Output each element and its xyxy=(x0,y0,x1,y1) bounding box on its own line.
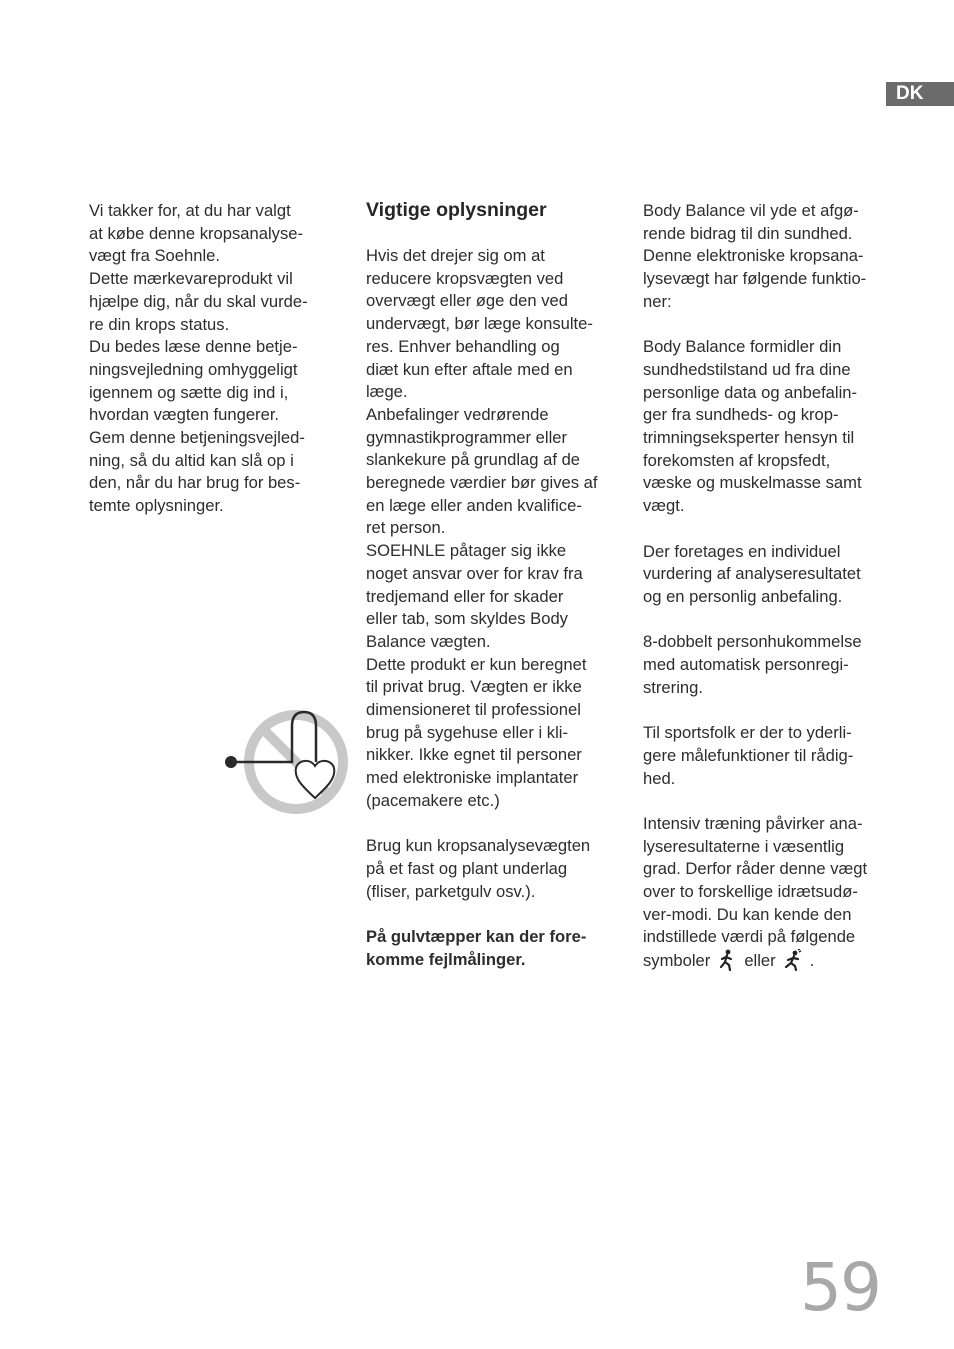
language-tab: DK xyxy=(886,82,954,106)
intro-column xyxy=(89,200,339,518)
feature-paragraph-2: Body Balance formidler din sundhedstilstand ud fra dine personlige data og anbefalin- ger fra sundheds- og krop- trimningseksperter hensyn til forekomsten af kropsfedt, væske og muskelmasse samt vægt. xyxy=(643,337,862,516)
feature-paragraph-6: Intensiv træning påvirker ana- lyseresultaterne i væsentlig grad. Derfor råder denne vægt over to forskellige idrætsudø- ver-modi. Du kan kende den indstillede værdi på følgende xyxy=(643,813,868,947)
feature-paragraph-3: Der foretages en individuel vurdering af analyseresultatet og en personlig anbefaling. xyxy=(643,541,861,606)
symbols-end: . xyxy=(809,951,815,971)
runner-intense-icon xyxy=(784,949,802,971)
symbols-line xyxy=(643,949,895,973)
page-number: 59 xyxy=(800,1249,880,1326)
feature-paragraph-5: Til sportsfolk er der to yderli- gere målefunktioner til rådig- hed. xyxy=(643,723,854,788)
important-info-column xyxy=(366,196,618,971)
runner-icon xyxy=(718,949,736,971)
feature-paragraph-1: Body Balance vil yde et afgø- rende bidrag til din sundhed. Denne elektroniske kropsana- lysevægt har følgende funktio- ner: xyxy=(643,201,867,311)
info-warning-paragraph: På gulvtæpper kan der fore- komme fejlmålinger. xyxy=(366,927,587,969)
section-heading: Vigtige oplysninger xyxy=(366,199,547,221)
no-pacemaker-icon xyxy=(222,706,352,818)
symbols-or: eller xyxy=(744,951,776,971)
intro-text: Vi takker for, at du har valgt at købe denne kropsanalyse- vægt fra Soehnle. Dette mærkevareprodukt vil hjælpe dig, når du skal vurde- re din krops status. Du bedes læse denne betje- ningsvejledning omhyggeligt igennem og sætte dig ind i, hvordan vægten fungerer. Gem denne betjeningsvejled- ning, så du altid kan slå op i den, når du har brug for bes- temte oplysninger. xyxy=(89,201,308,516)
feature-paragraph-4: 8-dobbelt personhukommelse med automatisk personregi- strering. xyxy=(643,632,862,697)
info-paragraph-2: Brug kun kropsanalysevægten på et fast og plant underlag (fliser, parketgulv osv.). xyxy=(366,836,591,901)
symbols-prefix: symboler xyxy=(643,951,711,971)
info-paragraph-1: Hvis det drejer sig om at reducere kropsvægten ved overvægt eller øge den ved undervægt, bør læge konsulte- res. Enhver behandling og diæt kun efter aftale med en læge. Anbefalinger vedrørende gymnastikprogrammer eller slankekure på grundlag af de beregnede værdier bør gives af en læge eller anden kvalifice- ret person. SOEHNLE påtager sig ikke noget ansvar over for krav fra tredjemand eller for skader eller tab, som skyldes Body Balance vægten. Dette produkt er kun beregnet til privat brug. Vægten er ikke dimensioneret til professionel brug på sygehuse eller i kli- nikker. Ikke egnet til personer med elektroniske implantater (pacemakere etc.) xyxy=(366,246,598,810)
features-column xyxy=(643,200,895,973)
